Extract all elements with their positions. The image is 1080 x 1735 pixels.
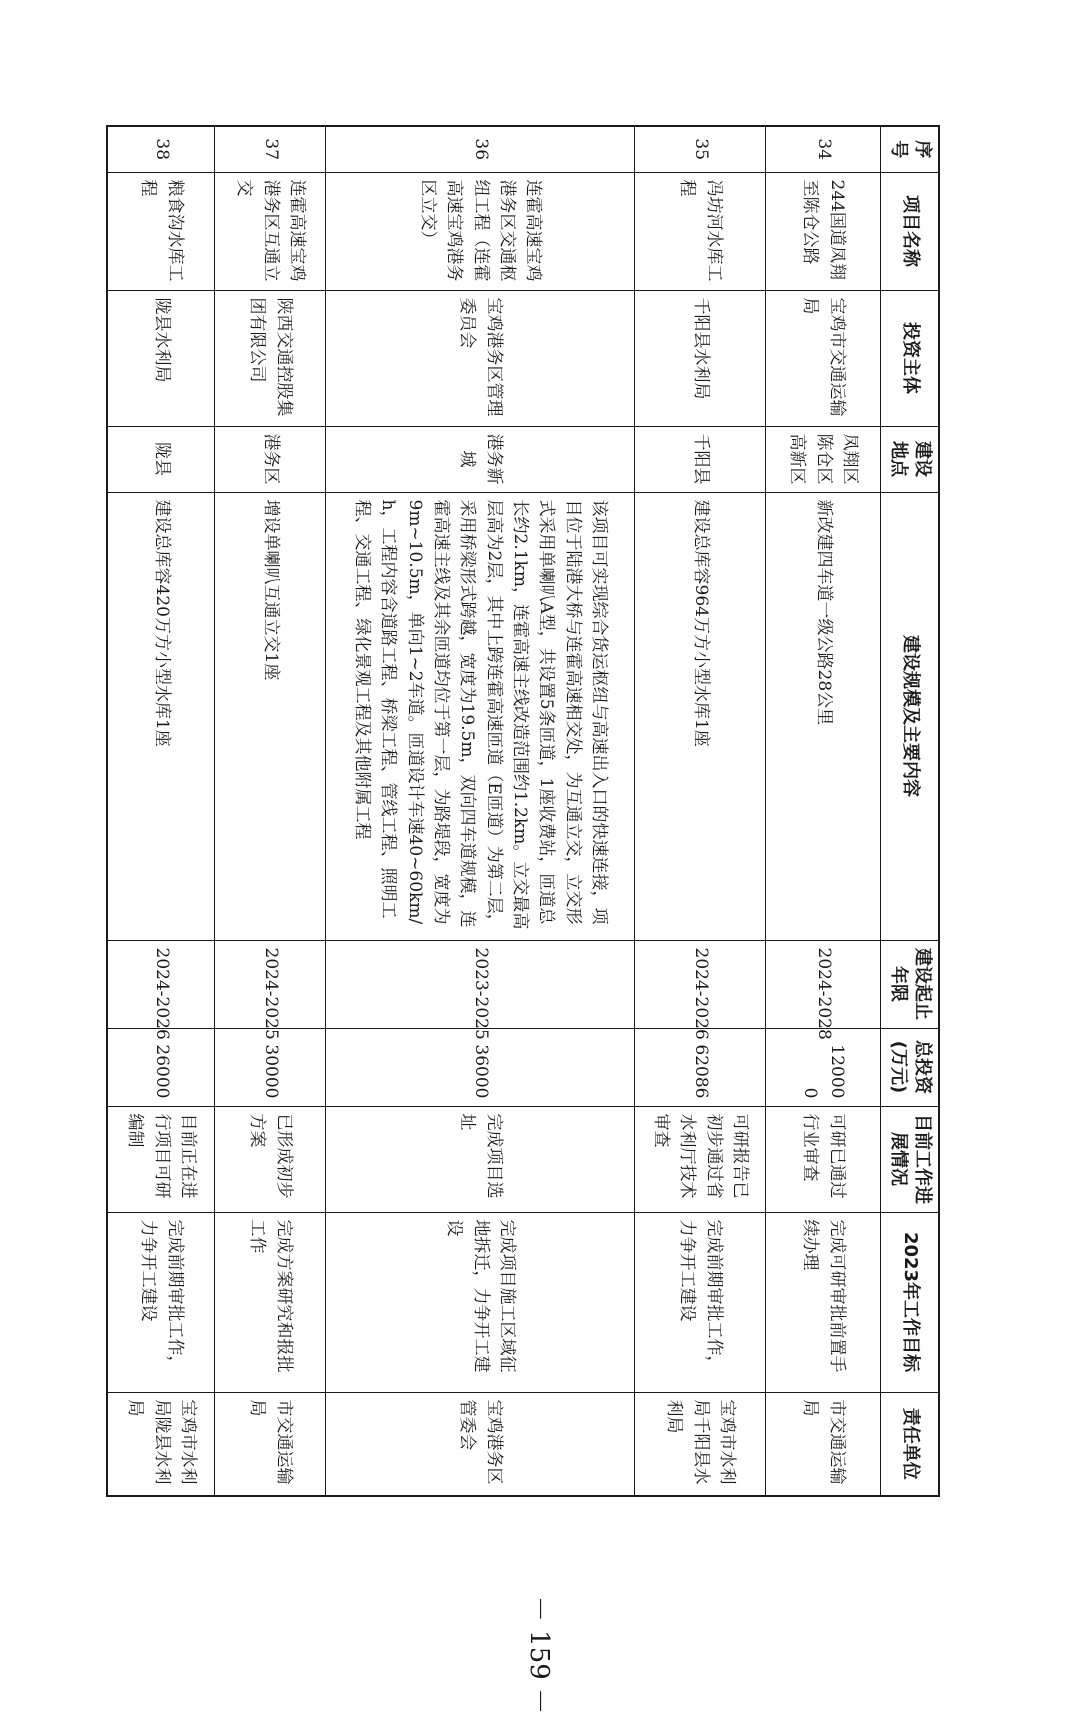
header-period: 建设起止年限 [881,940,939,1028]
cell-content: 建设总库容964万方小型水库1座 [635,492,766,940]
cell-seq: 35 [635,126,766,172]
cell-location: 陇县 [107,426,215,492]
header-progress: 目前工作进展情况 [881,1106,939,1212]
table-row [766,126,881,1496]
table-row [215,126,326,1496]
cell-name: 粮食沟水库工程 [107,172,215,290]
table-row [635,126,766,1496]
cell-content: 建设总库容420万方小型水库1座 [107,492,215,940]
table-row [107,126,215,1496]
cell-investor: 陕西交通控股集团有限公司 [215,290,326,426]
rotated-document-page [125,125,940,1715]
cell-unit: 宝鸡市水利局陇县水利局 [107,1392,215,1496]
table-header-row [881,126,939,1496]
cell-progress: 目前正在进行项目可研编制 [107,1106,215,1212]
table-row [326,126,635,1496]
cell-investor: 宝鸡港务区管理委员会 [326,290,635,426]
cell-goal: 完成可研审批前置手续办理 [766,1212,881,1392]
cell-total: 26000 [107,1028,215,1106]
cell-goal: 完成项目施工区域征地拆迁，力争开工建设 [326,1212,635,1392]
cell-period: 2024-2028 [766,940,881,1028]
cell-goal: 完成前期审批工作，力争开工建设 [635,1212,766,1392]
page-number: － 159 － [524,1595,554,1715]
cell-investor: 宝鸡市交通运输局 [766,290,881,426]
header-unit: 责任单位 [881,1392,939,1496]
header-seq: 序号 [881,126,939,172]
header-goal: 2023年工作目标 [881,1212,939,1392]
cell-unit: 市交通运输局 [766,1392,881,1496]
cell-location: 千阳县 [635,426,766,492]
cell-name: 连霍高速宝鸡港务区互通立交 [215,172,326,290]
cell-name: 冯坊河水库工程 [635,172,766,290]
cell-location: 港务区 [215,426,326,492]
cell-seq: 37 [215,126,326,172]
project-table [106,125,940,1497]
cell-name: 连霍高速宝鸡港务区交通枢纽工程（连霍高速宝鸡港务区立交） [326,172,635,290]
header-investor: 投资主体 [881,290,939,426]
cell-unit: 市交通运输局 [215,1392,326,1496]
cell-seq: 36 [326,126,635,172]
cell-investor: 陇县水利局 [107,290,215,426]
cell-total: 36000 [326,1028,635,1106]
cell-period: 2023-2025 [326,940,635,1028]
cell-total: 62086 [635,1028,766,1106]
cell-seq: 34 [766,126,881,172]
header-content: 建设规模及主要内容 [881,492,939,940]
cell-progress: 完成项目选址 [326,1106,635,1212]
cell-location: 凤翔区陈仓区高新区 [766,426,881,492]
cell-content: 新改建四车道一级公路28公里 [766,492,881,940]
cell-progress: 已形成初步方案 [215,1106,326,1212]
cell-unit: 宝鸡市水利局千阳县水利局 [635,1392,766,1496]
header-location: 建设地点 [881,426,939,492]
header-total: 总投资(万元) [881,1028,939,1106]
cell-content: 该项目可实现综合货运枢纽与高速出入口的快速连接，项目位于陆港大桥与连霍高速相交处，为互通立交，立交形式采用单喇叭A型，共设置5条匝道，1座收费站，匝道总长约2.1km，连霍高速主线改造范围约1.2km。立交最高层高为2层，其中上跨连霍高速匝道（E匝道）为第二层，采用桥梁形式跨越，宽度为19.5m，双向四车道规模，连霍高速主线及其余匝道均位于第一层，为路堤段，宽度为9m~10.5m，单向1~2车道。匝道设计车速40~60km/h，工程内容含道路工程、桥梁工程、管线工程、照明工程、交通工程、绿化景观工程及其他附属工程 [326,492,635,940]
cell-progress: 可研已通过行业审查 [766,1106,881,1212]
header-name: 项目名称 [881,172,939,290]
cell-progress: 可研报告已初步通过省水利厅技术审查 [635,1106,766,1212]
cell-period: 2024-2026 [107,940,215,1028]
cell-content: 增设单喇叭互通立交1座 [215,492,326,940]
cell-name: 244国道凤翔至陈仓公路 [766,172,881,290]
cell-seq: 38 [107,126,215,172]
cell-location: 港务新城 [326,426,635,492]
cell-goal: 完成前期审批工作，力争开工建设 [107,1212,215,1392]
cell-total: 30000 [215,1028,326,1106]
cell-unit: 宝鸡港务区管委会 [326,1392,635,1496]
cell-period: 2024-2025 [215,940,326,1028]
cell-total: 120000 [766,1028,881,1106]
cell-goal: 完成方案研究和报批工作 [215,1212,326,1392]
cell-investor: 千阳县水利局 [635,290,766,426]
cell-period: 2024-2026 [635,940,766,1028]
